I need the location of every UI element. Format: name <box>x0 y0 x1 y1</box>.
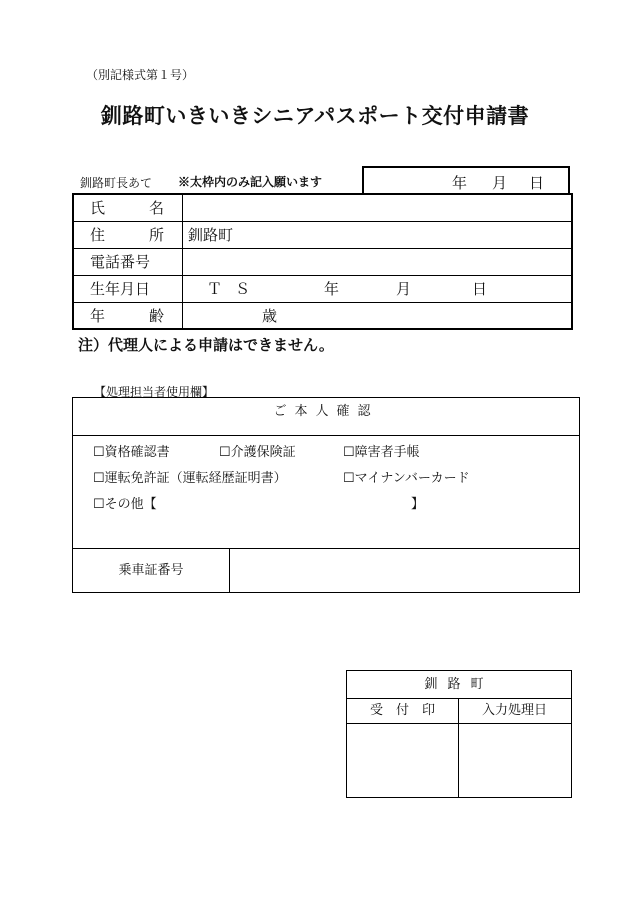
input-date-area[interactable] <box>459 724 571 797</box>
age-row <box>74 303 571 329</box>
address-label: 住 所 <box>74 222 183 248</box>
application-date-box[interactable] <box>362 166 570 193</box>
checkbox-disability-handbook[interactable]: ☐障害者手帳 <box>343 445 420 460</box>
checkbox-qualification-certificate[interactable]: ☐資格確認書 <box>93 445 170 460</box>
birthdate-row <box>74 276 571 303</box>
ticket-number-field[interactable] <box>230 549 579 593</box>
fill-instruction: ※太枠内のみ記入願います <box>178 175 323 189</box>
checkbox-other[interactable]: ☐その他【 <box>93 497 157 512</box>
office-header-row <box>347 698 571 724</box>
other-bracket-close: 】 <box>411 497 425 512</box>
date-day-label: 日 <box>529 174 545 192</box>
staff-use-box <box>72 397 580 593</box>
birth-month-label: 月 <box>396 280 412 298</box>
date-year-label: 年 <box>452 174 468 192</box>
address-row <box>74 222 571 249</box>
birth-era-s[interactable]: Ｓ <box>235 280 251 298</box>
checkbox-care-insurance-card[interactable]: ☐介護保険証 <box>219 445 296 460</box>
age-label: 年 齢 <box>74 303 183 329</box>
birth-era-t[interactable]: Ｔ <box>207 280 223 298</box>
ticket-number-label: 乗車証番号 <box>73 549 230 593</box>
document-title: 釧路町いきいきシニアパスポート交付申請書 <box>100 103 530 128</box>
office-use-box <box>346 670 572 798</box>
checkbox-drivers-license[interactable]: ☐運転免許証（運転経歴証明書） <box>93 471 287 486</box>
address-field[interactable]: 釧路町 <box>188 226 234 244</box>
identity-verification-header: ご本人確認 <box>73 398 579 436</box>
name-row <box>74 195 571 222</box>
phone-label: 電話番号 <box>74 249 183 275</box>
name-field[interactable] <box>183 195 571 221</box>
reception-stamp-label: 受 付 印 <box>369 703 435 718</box>
addressee: 釧路町長あて <box>80 176 153 190</box>
ticket-number-row <box>73 548 579 593</box>
checkbox-mynumber-card[interactable]: ☐マイナンバーカード <box>343 471 470 486</box>
phone-field[interactable] <box>183 249 571 275</box>
office-name: 釧路町 <box>347 671 571 699</box>
name-label: 氏 名 <box>74 195 183 221</box>
input-date-label: 入力処理日 <box>481 703 547 718</box>
birthdate-label: 生年月日 <box>74 276 183 302</box>
age-unit: 歳 <box>262 307 278 325</box>
date-month-label: 月 <box>492 174 508 192</box>
reception-stamp-area[interactable] <box>347 724 458 797</box>
staff-section-label: 【処理担当者使用欄】 <box>94 385 215 399</box>
applicant-table <box>72 193 573 330</box>
proxy-warning: 注）代理人による申請はできません。 <box>78 336 334 354</box>
form-number: （別記様式第１号） <box>86 68 195 82</box>
birth-year-label: 年 <box>324 280 340 298</box>
birth-day-label: 日 <box>472 280 488 298</box>
phone-row <box>74 249 571 276</box>
